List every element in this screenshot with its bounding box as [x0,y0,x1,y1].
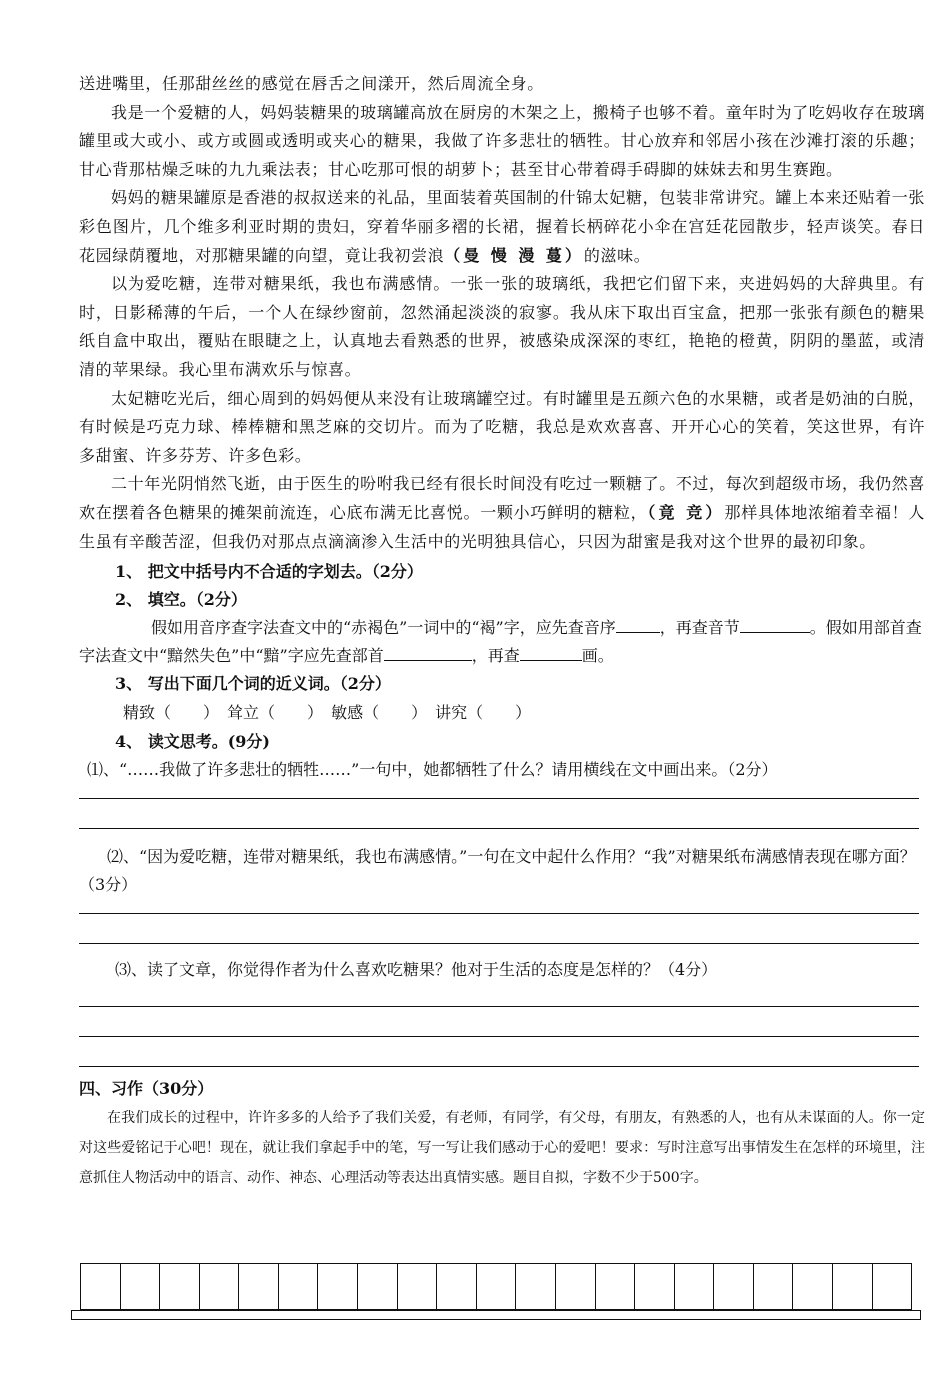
char-choice-options: （曼 慢 漫 蔓） [444,245,584,265]
question-text: 假如用音序查字法查文中的“赤褐色”一词中的“褐”字，应先查音序 [151,618,616,638]
question-1: 1、 把文中括号内不合适的字划去。（2分） [115,562,423,582]
grid-cell[interactable] [675,1264,715,1309]
fill-blank[interactable] [520,642,582,661]
synonym-item[interactable]: 敏感（ ） [331,703,420,723]
grid-cell[interactable] [873,1264,912,1309]
question-4: 4、 读文思考。(9分) [115,732,270,752]
grid-cell[interactable] [793,1264,833,1309]
passage-paragraph: 送进嘴里，任那甜丝丝的感觉在唇舌之间漾开，然后周流全身。 [79,74,544,93]
grid-cell[interactable] [81,1264,121,1309]
grid-cell[interactable] [160,1264,200,1309]
question-4-2: ⑵、“因为爱吃糖，连带对糖果纸，我也布满感情。”一句在文中起什么作用？“我”对糖果纸布满感情表现在哪方面？（3分） [79,847,916,895]
grid-cell[interactable] [596,1264,636,1309]
fill-blank[interactable] [616,614,660,633]
composition-prompt: 在我们成长的过程中，许许多多的人给予了我们关爱，有老师，有同学，有父母，有朋友，有熟悉的人，也有从未谋面的人。你一定对这些爱铭记于心吧！现在，就让我们拿起手中的笔，写一写让我们感动于心的爱吧！要求：写时注意写出事情发生在怎样的环境里，注意抓住人物活动中的语言、动作、神态、心理活动等表达出真情实感。题目自拟，字数不少于500字。 [79,1110,925,1187]
fill-blank[interactable] [384,642,472,661]
answer-line[interactable] [79,914,919,944]
synonym-item[interactable]: 耸立（ ） [227,703,316,723]
passage-paragraph [79,470,925,556]
answer-line[interactable] [79,1037,919,1067]
grid-cell[interactable] [833,1264,873,1309]
passage-paragraph: 我是一个爱糖的人，妈妈装糖果的玻璃罐高放在厨房的木架之上，搬椅子也够不着。童年时为了吃妈收存在玻璃罐里或大或小、或方或圆或透明或夹心的糖果，我做了许多悲壮的牺牲。甘心放弃和邻居小孩在沙滩打滚的乐趣；甘心背那枯燥乏味的九九乘法表；甘心吃那可恨的胡萝卜；甚至甘心带着碍手碍脚的妹妹去和男生赛跑。 [79,102,925,179]
passage-text: 的滋味。 [583,245,651,265]
question-text: ，再查音节 [659,618,740,638]
passage-paragraph: 太妃糖吃光后，细心周到的妈妈便从来没有让玻璃罐空过。有时罐里是五颜六色的水果糖，或者是奶油的白脱，有时候是巧克力球、棒棒糖和黑芝麻的交切片。而为了吃糖，我总是欢欢喜喜、开开心心的笑着，笑这世界，有许多甜蜜、许多芬芳、许多色彩。 [79,388,925,465]
grid-cell[interactable] [200,1264,240,1309]
synonym-words [79,698,925,728]
synonym-item[interactable]: 讲究（ ） [435,703,532,723]
grid-cell[interactable] [556,1264,596,1309]
grid-cell[interactable] [318,1264,358,1309]
answer-line[interactable] [79,784,919,799]
synonym-item[interactable]: 精致（ ） [123,703,212,723]
answer-line[interactable] [79,899,919,914]
grid-cell[interactable] [754,1264,794,1309]
answer-line[interactable] [79,799,919,829]
grid-bottom-border [71,1310,921,1320]
exam-page [79,70,925,1193]
passage-text: 那样具体地浓缩着幸福！人生虽有辛酸苦涩，但我仍对那点点滴滴渗入生活中的光明独具信心，只因为甜蜜是我对这个世界的最初印象。 [79,502,925,551]
char-choice-options: （竟 竞） [647,502,725,522]
grid-cell[interactable] [477,1264,517,1309]
composition-heading: 四、习作（30分） [79,1079,214,1099]
passage-paragraph: 以为爱吃糖，连带对糖果纸，我也布满感情。一张一张的玻璃纸，我把它们留下来，夹进妈妈的大辞典里。有时，日影稀薄的午后，一个人在绿纱窗前，忽然涌起淡淡的寂寥。我从床下取出百宝盒，把那一张张有颜色的糖果纸自盒中取出，覆贴在眼睫之上，认真地去看熟悉的世界，被感染成深深的枣红，艳艳的橙黄，阴阴的墨蓝，或清清的苹果绿。我心里布满欢乐与惊喜。 [79,274,925,379]
writing-grid-row [80,1263,912,1310]
question-4-1: ⑴、“……我做了许多悲壮的牺牲……”一句中，她都牺牲了什么？请用横线在文中画出来。（2分） [87,760,778,780]
question-4-3: ⑶、读了文章，你觉得作者为什么喜欢吃糖果？他对于生活的态度是怎样的？（4分） [115,960,718,980]
question-3: 3、 写出下面几个词的近义词。（2分） [115,674,391,694]
grid-cell[interactable] [239,1264,279,1309]
grid-cell[interactable] [398,1264,438,1309]
answer-line[interactable] [79,1007,919,1037]
grid-cell[interactable] [358,1264,398,1309]
passage-text: 二十年光阴悄然飞逝，由于医生的吩咐我已经有很长时间没有吃过一颗糖了。不过，每次到超级市场，我仍然喜欢在摆着各色糖果的摊架前流连，心底布满无比喜悦。一颗小巧鲜明的糖粒， [79,474,925,522]
grid-cell[interactable] [635,1264,675,1309]
grid-cell[interactable] [121,1264,161,1309]
grid-cell[interactable] [714,1264,754,1309]
writing-grid [71,1263,919,1320]
question-text: 。假如用部首查字法查文中“黯然失色”中“黯”字应先查部首 [79,618,922,666]
passage-paragraph [79,184,925,270]
grid-cell[interactable] [437,1264,477,1309]
question-text: 画。 [581,646,614,666]
grid-cell[interactable] [516,1264,556,1309]
passage-text: 妈妈的糖果罐原是香港的叔叔送来的礼品，里面装着英国制的什锦太妃糖，包装非常讲究。罐上本来还贴着一张彩色图片，几个维多利亚时期的贵妇，穿着华丽多褶的长裙，握着长柄碎花小伞在宫廷花园散步，轻声谈笑。春日花园绿荫覆地，对那糖果罐的向望，竟让我初尝浪 [79,188,925,265]
question-text: ，再查 [471,646,520,666]
grid-cell[interactable] [279,1264,319,1309]
fill-blank[interactable] [740,614,810,633]
question-2: 2、 填空。（2分） [115,590,247,610]
answer-line[interactable] [79,984,919,1007]
question-2-body [79,614,925,670]
